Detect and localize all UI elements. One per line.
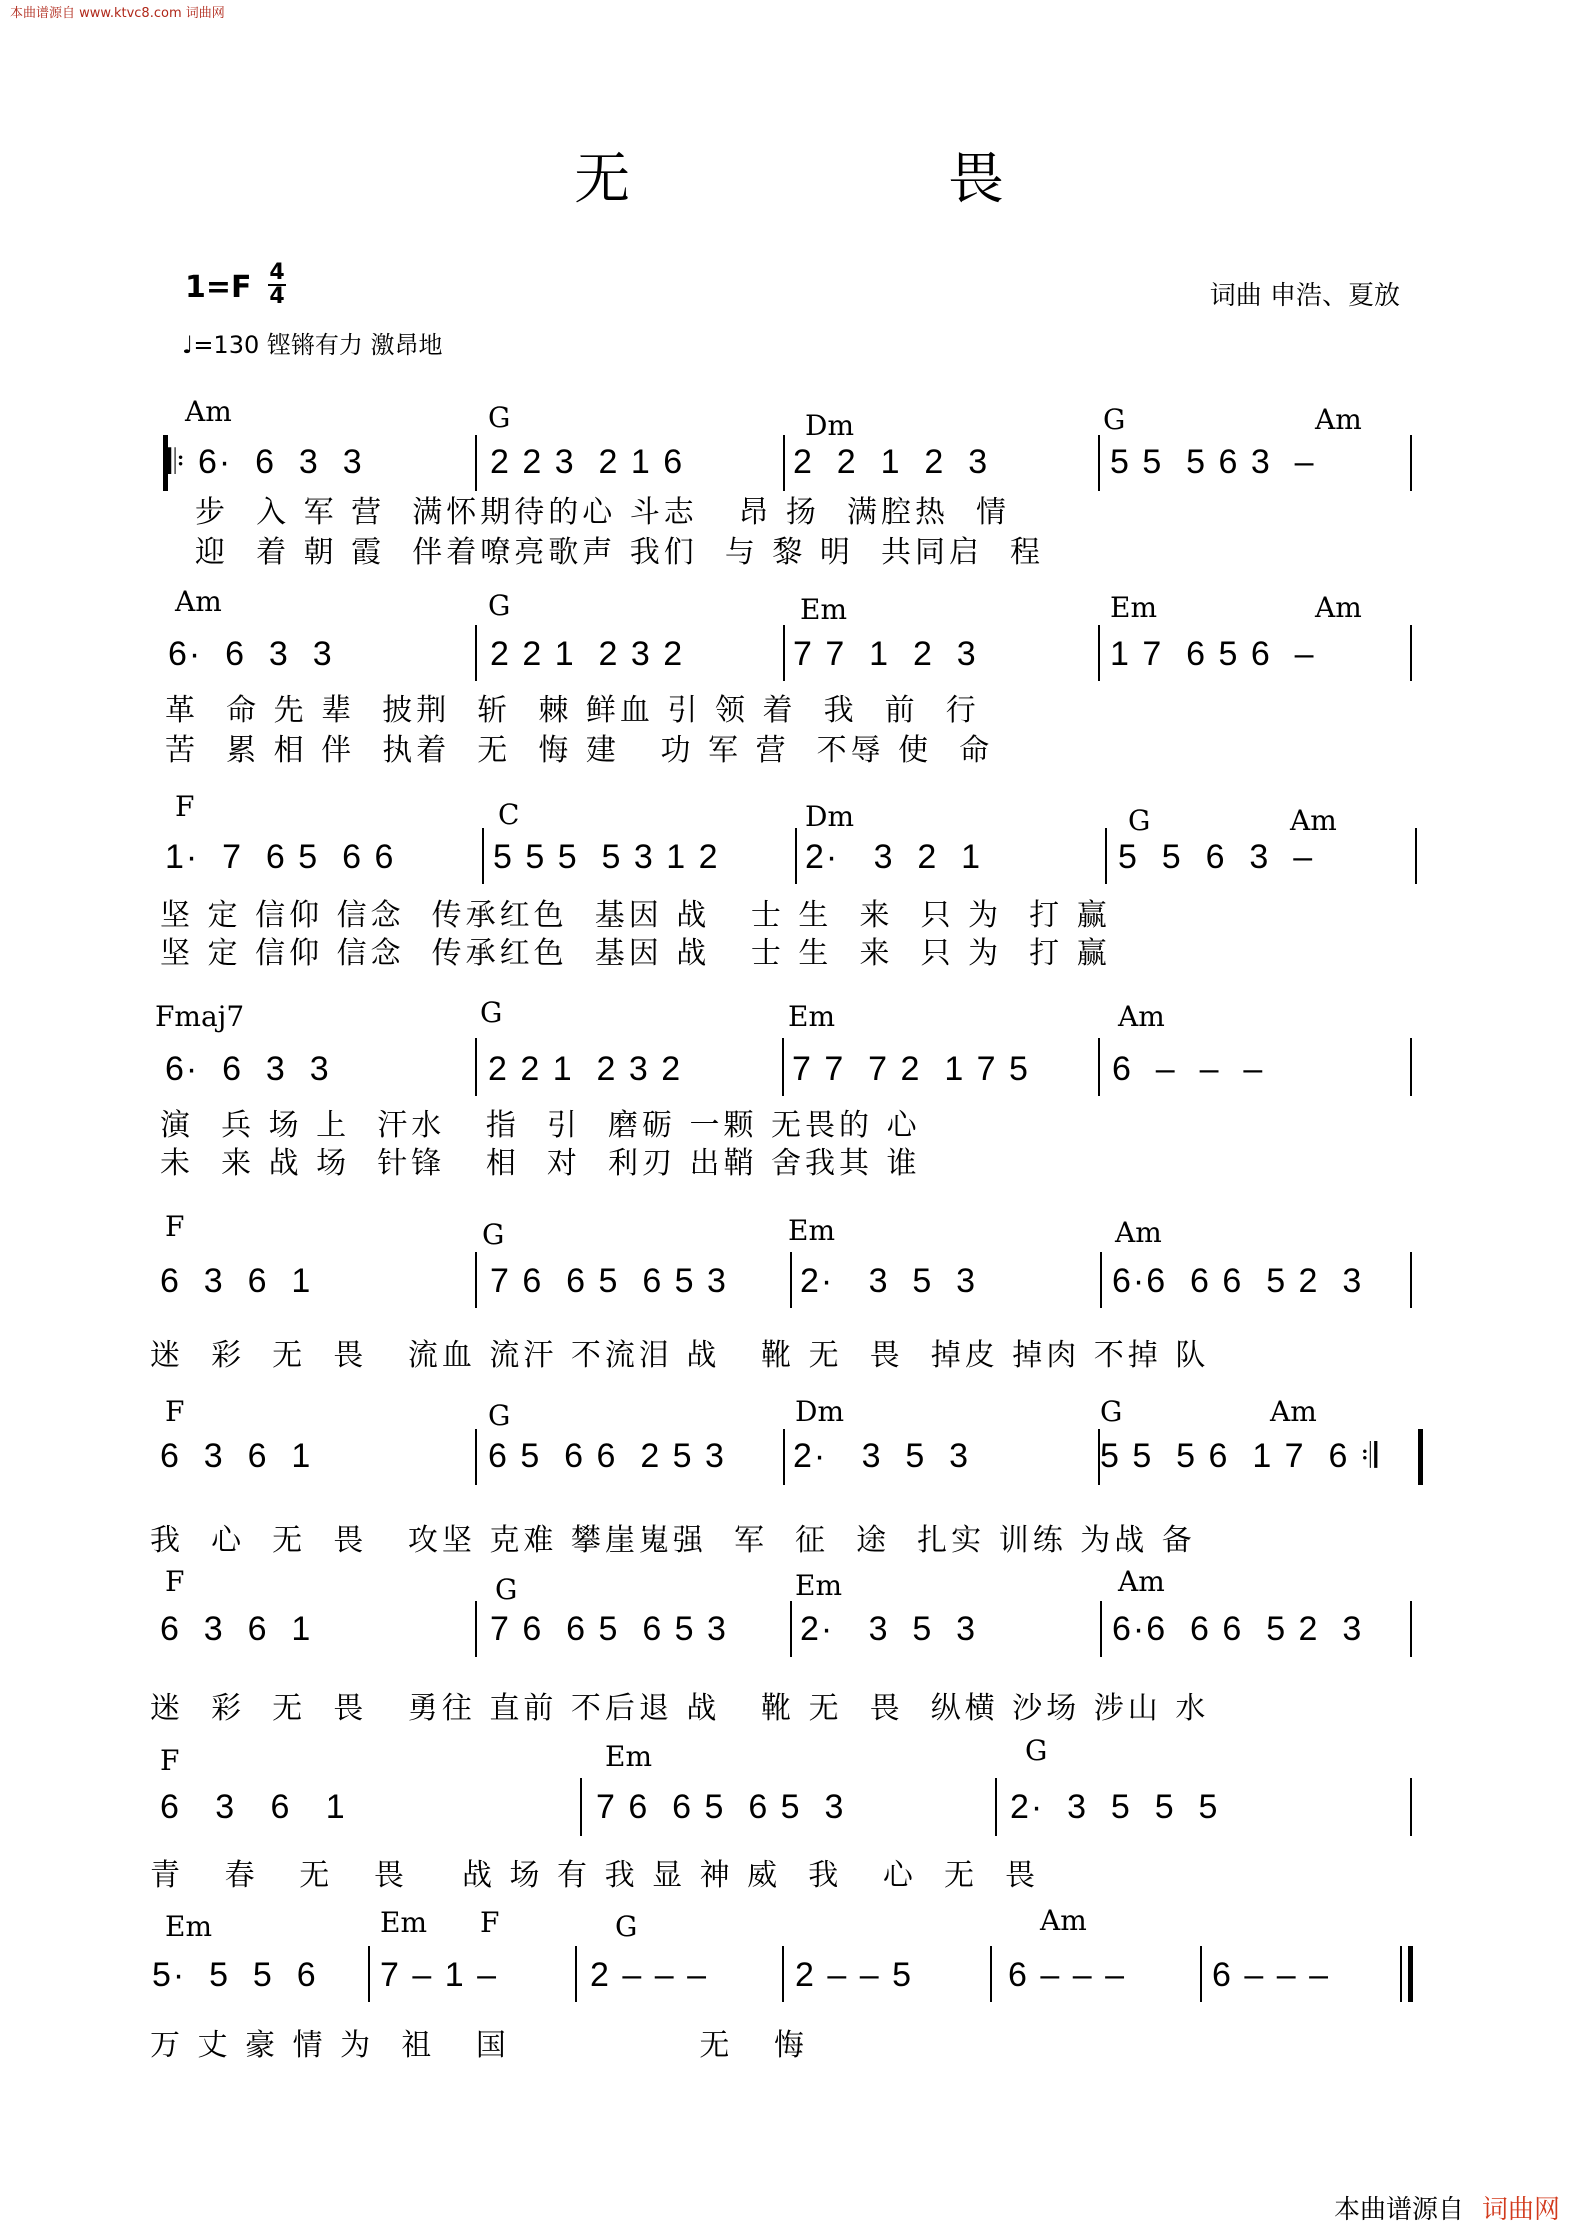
chord: Am bbox=[1115, 1216, 1162, 1249]
chord: G bbox=[1025, 1734, 1048, 1767]
measure-notes: 1 7 6 5 6 – bbox=[1110, 635, 1316, 673]
measure-notes: 6 – – – bbox=[1112, 1050, 1265, 1088]
final-barline-thick bbox=[1408, 1946, 1413, 2002]
chord: G bbox=[1100, 1395, 1123, 1428]
chord: F bbox=[165, 1210, 185, 1243]
measure-notes: 6 – – – bbox=[1212, 1956, 1330, 1994]
measure-notes: 2· 3 5 3 bbox=[800, 1610, 978, 1648]
chord: Em bbox=[788, 1000, 835, 1033]
barline bbox=[790, 1252, 792, 1308]
chord: Em bbox=[795, 1569, 842, 1602]
lyric-line: 我 心 无 畏 攻坚 克难 攀崖嵬强 军 征 途 扎实 训练 为战 备 bbox=[150, 1523, 1196, 1558]
measure-notes: 5 5 5 5 3 1 2 bbox=[493, 838, 720, 876]
composer-credit: 词曲 申浩、夏放 bbox=[1209, 281, 1400, 311]
barline bbox=[1410, 1038, 1412, 1096]
chord: F bbox=[160, 1744, 180, 1777]
barline bbox=[1105, 828, 1107, 884]
barline bbox=[783, 435, 785, 491]
chord: F bbox=[480, 1906, 500, 1939]
measure-notes: 2 2 1 2 3 2 bbox=[488, 1050, 683, 1088]
barline bbox=[795, 828, 797, 884]
measure-notes: 2 – – 5 bbox=[795, 1956, 913, 1994]
measure-notes: 𝄆 6· 6 3 3 bbox=[168, 443, 364, 481]
barline bbox=[1410, 1252, 1412, 1308]
chord: Em bbox=[800, 593, 847, 626]
chord: Dm bbox=[795, 1395, 844, 1428]
chord: G bbox=[615, 1910, 638, 1943]
lyric-line: 万 丈 豪 情 为 祖 国 无 悔 bbox=[150, 2028, 808, 2063]
song-title: 无 畏 bbox=[574, 147, 1154, 212]
barline bbox=[575, 1946, 577, 2002]
barline bbox=[782, 1946, 784, 2002]
barline bbox=[1098, 625, 1100, 681]
measure-notes: 2· 3 5 5 5 bbox=[1010, 1788, 1220, 1826]
chord: Dm bbox=[805, 800, 854, 833]
chord: Am bbox=[175, 585, 222, 618]
lyric-line: 迷 彩 无 畏 勇往 直前 不后退 战 靴 无 畏 纵横 沙场 涉山 水 bbox=[150, 1691, 1210, 1726]
measure-notes: 2 2 3 2 1 6 bbox=[490, 443, 685, 481]
chord: Em bbox=[605, 1740, 652, 1773]
chord: Am bbox=[1315, 403, 1362, 436]
barline bbox=[1100, 1252, 1102, 1308]
time-signature-top: 4 bbox=[269, 260, 285, 285]
chord: C bbox=[498, 798, 520, 831]
barline bbox=[783, 625, 785, 681]
chord: F bbox=[165, 1565, 185, 1598]
barline bbox=[1410, 435, 1412, 491]
barline bbox=[475, 1038, 477, 1096]
footer-credit bbox=[1334, 2189, 1560, 2226]
measure-notes: 6 3 6 1 bbox=[160, 1437, 313, 1475]
chord: Am bbox=[1040, 1904, 1087, 1937]
barline bbox=[990, 1946, 992, 2002]
barline bbox=[1098, 1038, 1100, 1096]
measure-notes: 5 5 5 6 1 7 6 𝄇 bbox=[1100, 1437, 1380, 1475]
chord: Fmaj7 bbox=[155, 1000, 245, 1033]
lyric-line: 青 春 无 畏 战 场 有 我 显 神 威 我 心 无 畏 bbox=[150, 1858, 1040, 1893]
time-signature-bottom: 4 bbox=[269, 284, 285, 309]
measure-notes: 6 3 6 1 bbox=[160, 1610, 313, 1648]
chord: G bbox=[482, 1218, 505, 1251]
chord: G bbox=[495, 1573, 518, 1606]
repeat-end-bar bbox=[1418, 1429, 1423, 1485]
barline bbox=[1410, 1601, 1412, 1657]
measure-notes: 5 5 6 3 – bbox=[1118, 838, 1315, 876]
barline bbox=[475, 1252, 477, 1308]
time-signature bbox=[268, 262, 286, 308]
measure-notes: 2 2 1 2 3 2 bbox=[490, 635, 685, 673]
barline bbox=[1100, 1601, 1102, 1657]
chord: G bbox=[488, 1399, 511, 1432]
chord: Dm bbox=[805, 409, 854, 442]
chord: F bbox=[175, 790, 195, 823]
barline bbox=[368, 1946, 370, 2002]
chord: Am bbox=[185, 395, 232, 428]
measure-notes: 7 7 1 2 3 bbox=[793, 635, 978, 673]
barline bbox=[482, 828, 484, 884]
measure-notes: 7 6 6 5 6 5 3 bbox=[490, 1262, 728, 1300]
measure-notes: 7 6 6 5 6 5 3 bbox=[596, 1788, 846, 1826]
barline bbox=[783, 1429, 785, 1485]
barline bbox=[1098, 435, 1100, 491]
measure-notes: 5 5 5 6 3 – bbox=[1110, 443, 1316, 481]
measure-notes: 7 6 6 5 6 5 3 bbox=[490, 1610, 728, 1648]
lyric-line: 步 入 军 营 满怀期待的心 斗志 昂 扬 满腔热 情 bbox=[195, 495, 1011, 530]
measure-notes: 6· 6 3 3 bbox=[168, 635, 334, 673]
measure-notes: 2 – – – bbox=[590, 1956, 708, 1994]
chord: Am bbox=[1118, 1000, 1165, 1033]
footer-source: 本曲谱源自 bbox=[1333, 2195, 1464, 2225]
measure-notes: 7 7 7 2 1 7 5 bbox=[792, 1050, 1030, 1088]
chord: Am bbox=[1270, 1395, 1317, 1428]
chord: G bbox=[480, 996, 503, 1029]
measure-notes: 2 2 1 2 3 bbox=[793, 443, 990, 481]
chord: G bbox=[1128, 804, 1151, 837]
chord: Em bbox=[380, 1906, 427, 1939]
barline bbox=[475, 625, 477, 681]
lyric-line: 迎 着 朝 霞 伴着嘹亮歌声 我们 与 黎 明 共同启 程 bbox=[195, 535, 1045, 570]
chord: G bbox=[488, 401, 511, 434]
measure-notes: 6 5 6 6 2 5 3 bbox=[488, 1437, 726, 1475]
barline bbox=[475, 1429, 477, 1485]
lyric-line: 坚 定 信仰 信念 传承红色 基因 战 士 生 来 只 为 打 赢 bbox=[160, 936, 1111, 971]
measure-notes: 6 3 6 1 bbox=[160, 1262, 313, 1300]
lyric-line: 迷 彩 无 畏 流血 流汗 不流泪 战 靴 无 畏 掉皮 掉肉 不掉 队 bbox=[150, 1338, 1210, 1373]
lyric-line: 未 来 战 场 针锋 相 对 利刃 出鞘 舍我其 谁 bbox=[160, 1146, 921, 1181]
final-barline-thin bbox=[1400, 1946, 1402, 2002]
barline bbox=[995, 1778, 997, 1836]
watermark: 本曲谱源自 www.ktvc8.com 词曲网 bbox=[10, 6, 225, 21]
barline bbox=[1415, 828, 1417, 884]
barline bbox=[475, 1601, 477, 1657]
barline bbox=[790, 1601, 792, 1657]
measure-notes: 6 3 6 1 bbox=[160, 1788, 347, 1826]
lyric-line: 坚 定 信仰 信念 传承红色 基因 战 士 生 来 只 为 打 赢 bbox=[160, 898, 1111, 933]
chord: Am bbox=[1290, 804, 1337, 837]
barline bbox=[1200, 1946, 1202, 2002]
chord: G bbox=[488, 589, 511, 622]
key-signature: 1=F bbox=[185, 270, 252, 305]
barline bbox=[580, 1778, 582, 1836]
barline bbox=[1410, 1778, 1412, 1836]
measure-notes: 5· 5 5 6 bbox=[152, 1956, 318, 1994]
chord: Em bbox=[788, 1214, 835, 1247]
chord: Em bbox=[1110, 591, 1157, 624]
measure-notes: 6 – – – bbox=[1008, 1956, 1126, 1994]
chord: Am bbox=[1315, 591, 1362, 624]
measure-notes: 6·6 6 6 5 2 3 bbox=[1112, 1262, 1364, 1300]
lyric-line: 革 命 先 辈 披荆 斩 棘 鲜血 引 领 着 我 前 行 bbox=[165, 693, 980, 728]
chord: G bbox=[1103, 403, 1126, 436]
barline bbox=[782, 1038, 784, 1096]
measure-notes: 1· 7 6 5 6 6 bbox=[165, 838, 396, 876]
tempo-marking: ♩=130 铿锵有力 激昂地 bbox=[182, 331, 443, 359]
measure-notes: 7 – 1 – bbox=[380, 1956, 498, 1994]
measure-notes: 2· 3 2 1 bbox=[805, 838, 983, 876]
barline bbox=[475, 435, 477, 491]
chord: F bbox=[165, 1395, 185, 1428]
chord: Am bbox=[1118, 1565, 1165, 1598]
lyric-line: 演 兵 场 上 汗水 指 引 磨砺 一颗 无畏的 心 bbox=[160, 1108, 921, 1143]
measure-notes: 2· 3 5 3 bbox=[793, 1437, 971, 1475]
measure-notes: 2· 3 5 3 bbox=[800, 1262, 978, 1300]
measure-notes: 6· 6 3 3 bbox=[165, 1050, 331, 1088]
measure-notes: 6·6 6 6 5 2 3 bbox=[1112, 1610, 1364, 1648]
footer-site-link[interactable]: 词曲网 bbox=[1481, 2195, 1560, 2225]
chord: Em bbox=[165, 1910, 212, 1943]
lyric-line: 苦 累 相 伴 执着 无 悔 建 功 军 营 不辱 使 命 bbox=[165, 733, 994, 768]
barline bbox=[1410, 625, 1412, 681]
